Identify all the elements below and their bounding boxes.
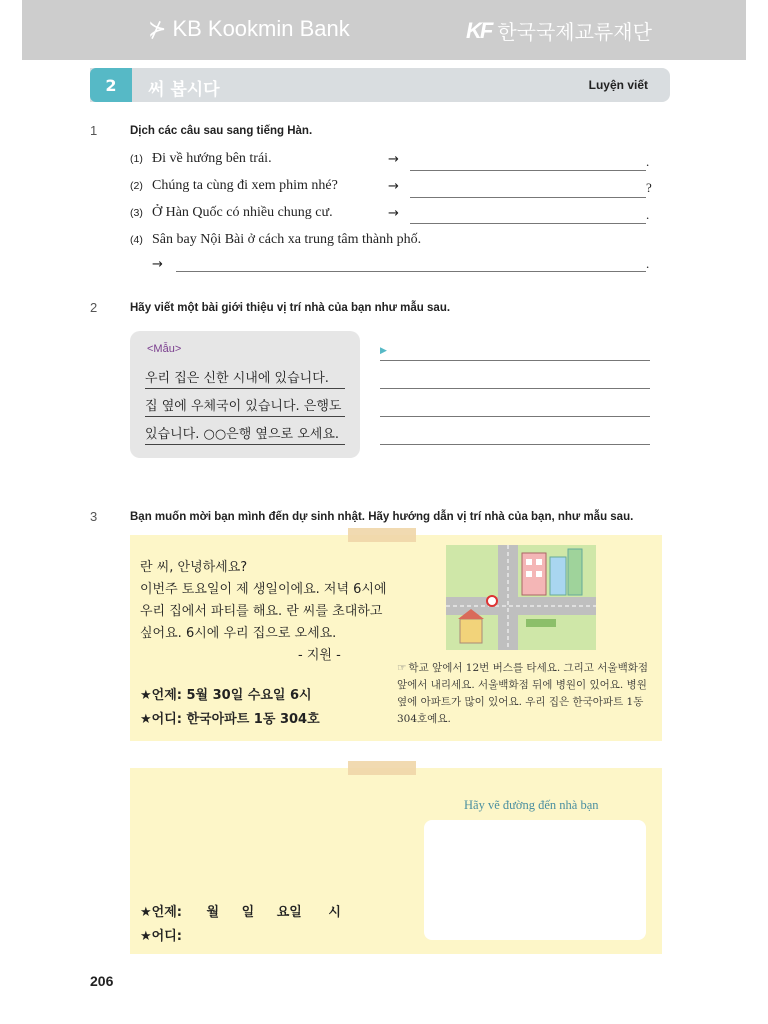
fill-where-row[interactable] — [140, 925, 182, 944]
q1-item-3 — [130, 205, 333, 225]
q1-item-number: (4) — [130, 234, 143, 246]
answer-1-punctuation: . — [646, 154, 650, 169]
invitation-signature: - 지원 - — [298, 648, 341, 663]
q1-item-text: Ở Hàn Quốc có nhiều chung cư. — [152, 205, 333, 220]
q1-item-number: (1) — [130, 153, 143, 165]
directions-body: 학교 앞에서 12번 버스를 타세요. 그리고 서울백화점 앞에서 내리세요. 서울백화점 뒤에 병원이 있어요. 병원 옆에 아파트가 많이 있어요. 우리 집은 한국아파트 1동 304호예요. — [397, 662, 649, 725]
fill-month-unit: 월 — [206, 905, 220, 920]
invitation-when: ★언제: 5월 30일 수요일 6시 — [140, 688, 312, 703]
fill-where-label: ★어디: — [140, 929, 182, 944]
kf-foundation-name: 한국국제교류재단 — [497, 20, 652, 44]
question-1-instruction: Dịch các câu sau sang tiếng Hàn. — [130, 125, 313, 137]
map-drawing — [446, 545, 596, 650]
answer-line-3[interactable] — [410, 223, 646, 224]
invitation-where: ★어디: 한국아파트 1동 304호 — [140, 712, 320, 727]
kb-bank-name: KB Kookmin Bank — [172, 16, 350, 41]
kb-star-icon: ⊁ — [148, 16, 167, 41]
neighborhood-map-illustration — [446, 545, 596, 650]
answer-line-2[interactable] — [410, 197, 646, 198]
question-3-instruction: Bạn muốn mời bạn mình đến dự sinh nhật. Hãy hướng dẫn vị trí nhà của bạn, như mẫu sau. — [130, 511, 634, 523]
writing-line-4[interactable] — [380, 444, 650, 445]
fill-when-row[interactable] — [140, 901, 341, 920]
tape-decoration — [348, 528, 416, 542]
question-2-number: 2 — [90, 300, 98, 315]
drawing-box[interactable] — [424, 820, 646, 940]
arrow-icon: → — [388, 206, 399, 221]
pointing-hand-icon: ☞ — [397, 662, 407, 674]
q1-item-text: Đi về hướng bên trái. — [152, 151, 272, 166]
sample-line-1: 우리 집은 신한 시내에 있습니다. — [145, 367, 345, 389]
sample-line-3: 있습니다. ○○은행 옆으로 오세요. — [145, 423, 345, 445]
fill-hour-unit: 시 — [328, 905, 341, 920]
tape-decoration — [348, 761, 416, 775]
sample-label: <Mẫu> — [147, 343, 182, 355]
answer-line-1[interactable] — [410, 170, 646, 171]
q1-item-text: Chúng ta cùng đi xem phim nhé? — [152, 178, 338, 193]
directions-text — [397, 660, 659, 728]
answer-2-punctuation: ? — [646, 180, 652, 195]
fill-when-label: ★언제: — [140, 905, 182, 920]
q1-item-number: (3) — [130, 207, 143, 219]
kf-mark-icon: KF — [466, 17, 492, 43]
section-header — [90, 68, 670, 102]
kf-foundation-logo — [466, 16, 652, 45]
question-2-instruction: Hãy viết một bài giới thiệu vị trí nhà của bạn như mẫu sau. — [130, 302, 451, 314]
section-subtitle: Luyện viết — [588, 78, 648, 92]
answer-3-punctuation: . — [646, 207, 650, 222]
page-number: 206 — [90, 973, 114, 989]
writing-line-3[interactable] — [380, 416, 650, 417]
section-number: 2 — [90, 68, 132, 102]
kb-bank-logo — [148, 16, 350, 42]
arrow-icon: → — [388, 152, 399, 167]
fill-day-unit: 일 — [241, 905, 255, 920]
answer-line-4[interactable] — [176, 271, 646, 272]
q1-item-4 — [130, 232, 421, 252]
question-3-number: 3 — [90, 509, 98, 524]
section-title: 써 봅시다 — [148, 80, 220, 100]
q1-item-number: (2) — [130, 180, 143, 192]
arrow-icon: → — [388, 179, 399, 194]
sample-line-2: 집 옆에 우체국이 있습니다. 은행도 — [145, 395, 345, 417]
invitation-line-1: 란 씨, 안녕하세요? — [140, 560, 248, 575]
top-banner — [22, 0, 746, 60]
question-1-number: 1 — [90, 123, 98, 138]
invitation-line-4: 싶어요. 6시에 우리 집으로 오세요. — [140, 626, 337, 641]
invitation-line-3: 우리 집에서 파티를 해요. 란 씨를 초대하고 — [140, 604, 383, 619]
write-marker-icon: ▶ — [380, 346, 387, 356]
writing-line-1[interactable] — [380, 360, 650, 361]
arrow-icon: → — [152, 257, 163, 272]
q1-item-1 — [130, 151, 272, 171]
invitation-line-2: 이번주 토요일이 제 생일이에요. 저녁 6시에 — [140, 582, 387, 597]
drawing-title: Hãy vẽ đường đến nhà bạn — [464, 798, 599, 812]
fill-weekday-unit: 요일 — [276, 905, 302, 920]
q1-item-text: Sân bay Nội Bài ở cách xa trung tâm thành phố. — [152, 232, 422, 247]
answer-4-punctuation: . — [646, 256, 650, 271]
q1-item-2 — [130, 178, 338, 198]
writing-line-2[interactable] — [380, 388, 650, 389]
